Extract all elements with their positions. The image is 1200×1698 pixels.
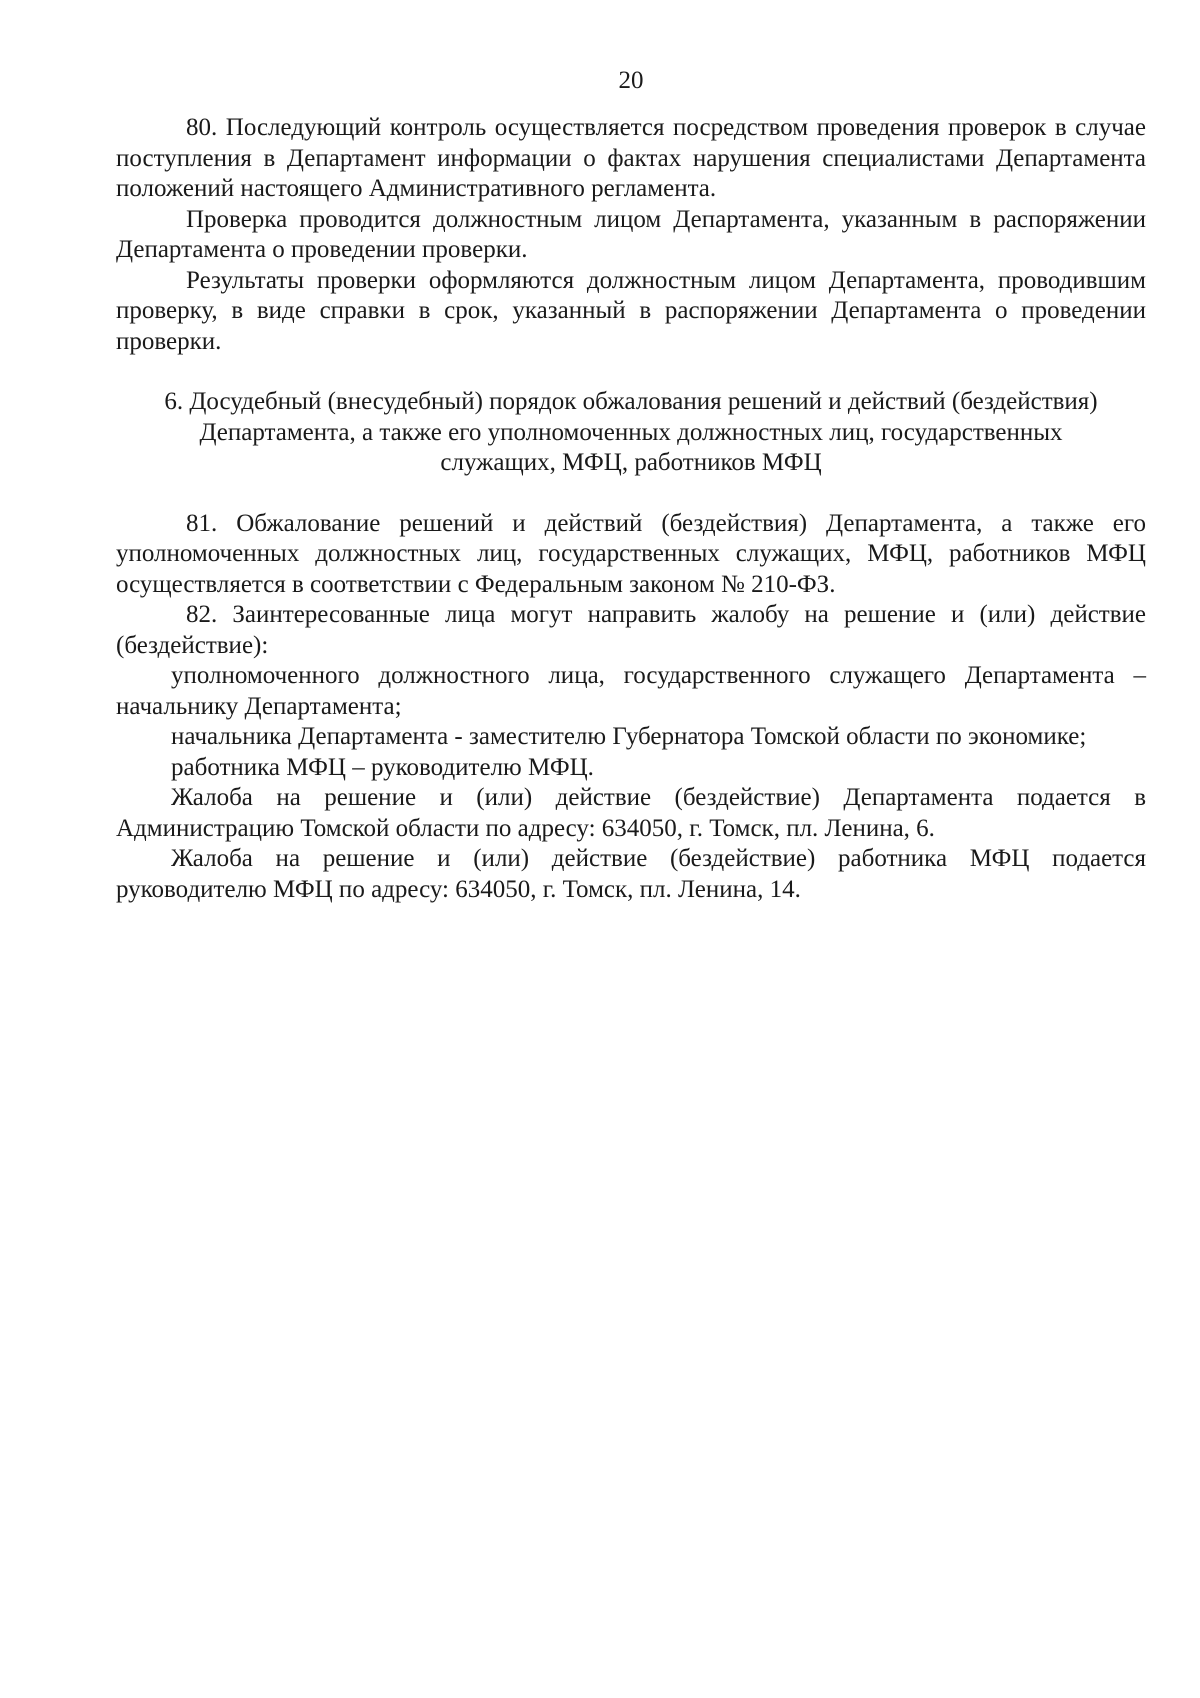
section-heading-line: служащих, МФЦ, работников МФЦ: [440, 449, 822, 476]
paragraph-check-results: Результаты проверки оформляются должностным лицом Департамента, проводившим проверку, в виде справки в срок, указанный в распоряжении Департамента о проведении проверки.: [116, 266, 1146, 355]
paragraph-complaint-mfc: Жалоба на решение и (или) действие (бездействие) работника МФЦ подается руководителю МФЦ по адресу: 634050, г. Томск, пл. Ленина, 14.: [116, 845, 1146, 903]
paragraph-81: 81. Обжалование решений и действий (бездействия) Департамента, а также его уполномоченных должностных лиц, государственных служащих, МФЦ, работников МФЦ осуществляется в соответствии с Федеральным законом № 210-ФЗ.: [116, 509, 1146, 598]
page-number: 20: [618, 67, 644, 94]
list-item: уполномоченного должностного лица, государственного служащего Департамента – начальнику Департамента;: [116, 662, 1146, 720]
section-heading: [116, 387, 1146, 479]
paragraph-complaint-department: Жалоба на решение и (или) действие (бездействие) Департамента подается в Администрацию Томской области по адресу: 634050, г. Томск, пл. Ленина, 6.: [116, 784, 1146, 842]
paragraph-80: 80. Последующий контроль осуществляется посредством проведения проверок в случае поступления в Департамент информации о фактах нарушения специалистами Департамента положений настоящего Административного регламента.: [116, 114, 1146, 202]
document-body: [116, 113, 1146, 905]
section-heading-line: Департамента, а также его уполномоченных должностных лиц, государственных: [199, 418, 1063, 446]
section-heading-line: 6. Досудебный (внесудебный) порядок обжалования решений и действий (бездействия): [164, 388, 1098, 415]
list-item: работника МФЦ – руководителю МФЦ.: [171, 753, 594, 781]
paragraph-82: 82. Заинтересованные лица могут направить жалобу на решение и (или) действие (бездействие):: [116, 601, 1146, 659]
list-item: начальника Департамента - заместителю Губернатора Томской области по экономике;: [171, 723, 1087, 750]
paragraph-check-official: Проверка проводится должностным лицом Департамента, указанным в распоряжении Департамента о проведении проверки.: [116, 205, 1146, 263]
